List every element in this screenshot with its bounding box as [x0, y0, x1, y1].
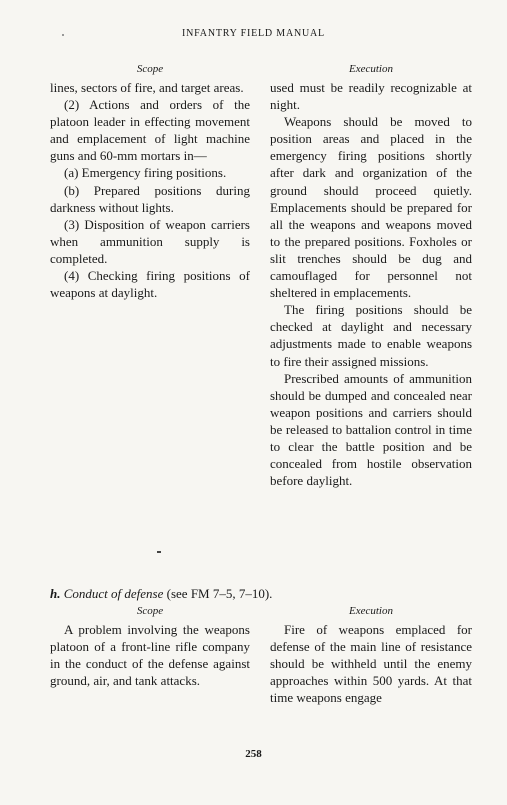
print-speck — [157, 551, 161, 553]
paragraph: (b) Prepared positions during darkness without lights. — [50, 182, 250, 215]
bottom-execution-column — [270, 604, 472, 706]
page-number: 258 — [245, 748, 262, 760]
paragraph: Fire of weapons emplaced for defense of the main line of resistance should be withheld until the enemy approaches within 500 yards. At that time weapons engage — [270, 622, 472, 706]
paragraph: The firing positions should be checked at daylight and necessary adjustments made to enable weapons to fire their assigned missions. — [270, 302, 472, 369]
paragraph: used must be readily recognizable at night. — [270, 80, 472, 113]
paragraph: (2) Actions and orders of the platoon leader in effecting movement and emplacement of light machine guns and 60-mm mortars in— — [50, 97, 250, 164]
column-heading-scope: Scope — [136, 605, 164, 617]
column-heading-execution: Execution — [349, 63, 393, 75]
running-head: INFANTRY FIELD MANUAL — [182, 28, 325, 39]
column-heading-scope: Scope — [136, 63, 164, 75]
paragraph: lines, sectors of fire, and target areas. — [50, 80, 244, 95]
top-scope-column — [50, 62, 250, 301]
section-heading — [50, 585, 480, 602]
paragraph: (4) Checking firing positions of weapons at daylight. — [50, 268, 250, 301]
column-heading-execution: Execution — [349, 605, 393, 617]
paragraph: (a) Emergency firing positions. — [64, 165, 227, 181]
top-execution-column — [270, 62, 472, 489]
paragraph: (3) Disposition of weapon carriers when ammunition supply is completed. — [50, 216, 250, 266]
bottom-scope-column — [50, 604, 250, 689]
section-reference: (see FM 7–5, 7–10). — [166, 586, 273, 601]
paragraph: Prescribed amounts of ammunition should be dumped and concealed near weapon positions and carriers should be released to battalion control in time to clear the battle position and be concealed from hostile observation before daylight. — [270, 370, 472, 489]
section-title: Conduct of defense — [63, 586, 164, 601]
paragraph: Weapons should be moved to position areas and placed in the emergency firing positions shortly after dark and organization of the ground should proceed quietly. Emplacements should be prepared for all the weapons and weapons moved to the prepared positions. Foxholes or slit trenches should be dug and camouflaged for personnel not sheltered in emplacements. — [270, 114, 472, 301]
section-number: h. — [50, 586, 61, 601]
paragraph: A problem involving the weapons platoon of a front-line rifle company in the conduct of the defense against ground, air, and tank attacks. — [50, 622, 250, 689]
